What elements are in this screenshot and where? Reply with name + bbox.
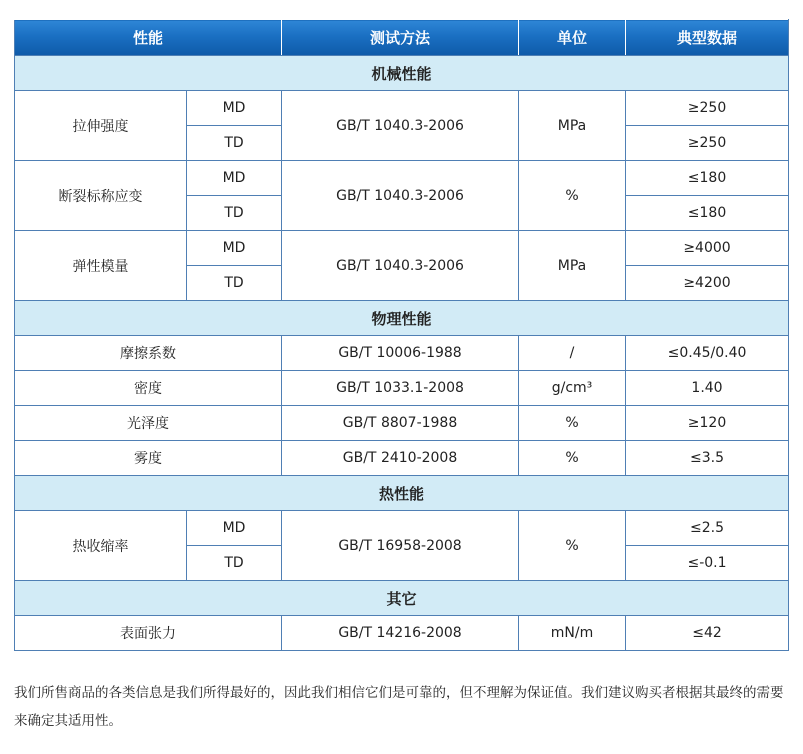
unit: MPa (519, 91, 626, 161)
property-name: 表面张力 (15, 616, 282, 651)
section-row (15, 581, 789, 616)
property-name: 弹性模量 (15, 231, 187, 301)
unit: % (519, 441, 626, 476)
unit: % (519, 406, 626, 441)
test-method: GB/T 1040.3-2006 (282, 231, 519, 301)
table-row (15, 616, 789, 651)
header-property: 性能 (15, 20, 282, 56)
section-thermal: 热性能 (15, 476, 789, 511)
property-name: 热收缩率 (15, 511, 187, 581)
direction-label: TD (187, 546, 282, 581)
direction-label: MD (187, 231, 282, 266)
typical-value: ≤2.5 (626, 511, 789, 546)
table-row (15, 406, 789, 441)
section-physical: 物理性能 (15, 301, 789, 336)
test-method: GB/T 1033.1-2008 (282, 371, 519, 406)
unit: % (519, 511, 626, 581)
typical-value: ≤-0.1 (626, 546, 789, 581)
unit: mN/m (519, 616, 626, 651)
test-method: GB/T 8807-1988 (282, 406, 519, 441)
direction-label: TD (187, 126, 282, 161)
section-row (15, 301, 789, 336)
direction-label: TD (187, 196, 282, 231)
table-row (15, 336, 789, 371)
unit: g/cm³ (519, 371, 626, 406)
property-name: 密度 (15, 371, 282, 406)
section-other: 其它 (15, 581, 789, 616)
typical-value: ≥250 (626, 91, 789, 126)
table-row (15, 231, 789, 266)
typical-value: ≥4200 (626, 266, 789, 301)
test-method: GB/T 2410-2008 (282, 441, 519, 476)
property-name: 拉伸强度 (15, 91, 187, 161)
table-row (15, 441, 789, 476)
table-row (15, 511, 789, 546)
typical-value: ≤180 (626, 196, 789, 231)
test-method: GB/T 10006-1988 (282, 336, 519, 371)
test-method: GB/T 1040.3-2006 (282, 91, 519, 161)
header-test-method: 测试方法 (282, 20, 519, 56)
direction-label: TD (187, 266, 282, 301)
typical-value: 1.40 (626, 371, 789, 406)
table-row (15, 371, 789, 406)
typical-value: ≤3.5 (626, 441, 789, 476)
typical-value: ≥4000 (626, 231, 789, 266)
typical-value: ≥120 (626, 406, 789, 441)
header-unit: 单位 (519, 20, 626, 56)
property-name: 断裂标称应变 (15, 161, 187, 231)
section-row (15, 476, 789, 511)
typical-value: ≤180 (626, 161, 789, 196)
unit: % (519, 161, 626, 231)
direction-label: MD (187, 91, 282, 126)
section-mechanical: 机械性能 (15, 56, 789, 91)
disclaimer-text: 我们所售商品的各类信息是我们所得最好的，因此我们相信它们是可靠的，但不理解为保证值。我们建议购买者根据其最终的需要来确定其适用性。 (14, 685, 784, 729)
property-name: 雾度 (15, 441, 282, 476)
spec-table (14, 19, 789, 651)
direction-label: MD (187, 161, 282, 196)
table-row (15, 91, 789, 126)
direction-label: MD (187, 511, 282, 546)
typical-value: ≤0.45/0.40 (626, 336, 789, 371)
header-row (15, 20, 789, 56)
section-row (15, 56, 789, 91)
test-method: GB/T 14216-2008 (282, 616, 519, 651)
property-name: 光泽度 (15, 406, 282, 441)
header-typical-data: 典型数据 (626, 20, 789, 56)
typical-value: ≥250 (626, 126, 789, 161)
test-method: GB/T 1040.3-2006 (282, 161, 519, 231)
test-method: GB/T 16958-2008 (282, 511, 519, 581)
unit: / (519, 336, 626, 371)
property-name: 摩擦系数 (15, 336, 282, 371)
typical-value: ≤42 (626, 616, 789, 651)
table-row (15, 161, 789, 196)
unit: MPa (519, 231, 626, 301)
